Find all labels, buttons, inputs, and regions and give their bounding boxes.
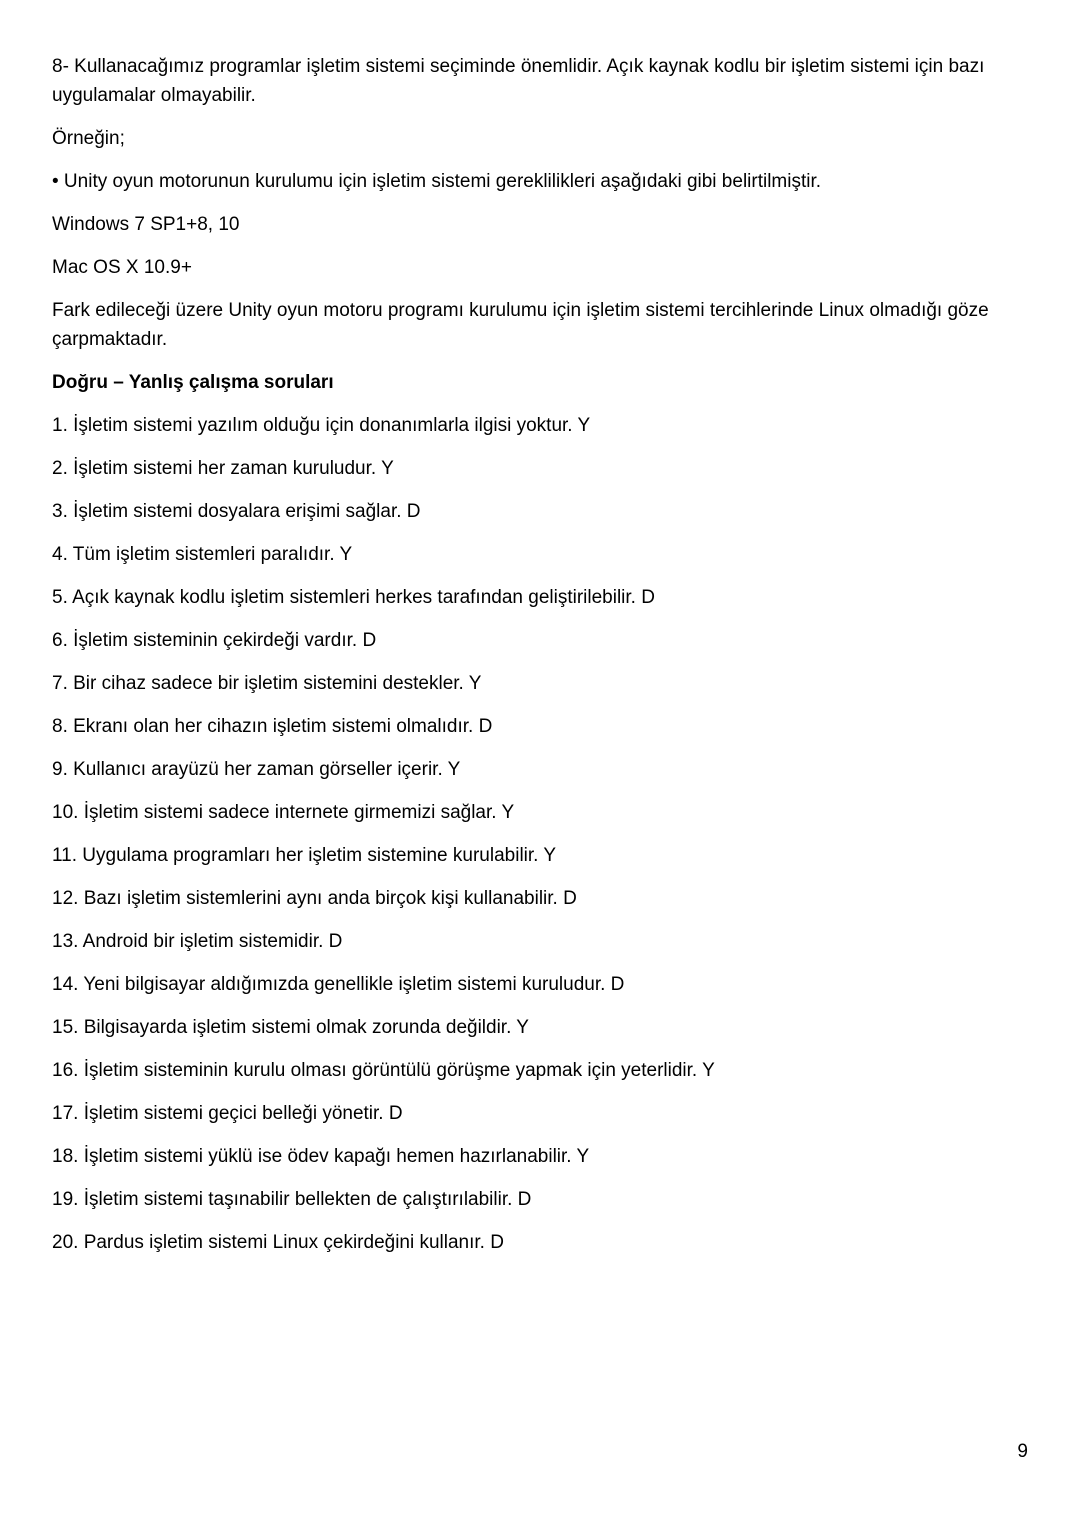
question-item: 9. Kullanıcı arayüzü her zaman görseller içerir. Y xyxy=(52,759,461,780)
question-item: 13. Android bir işletim sistemidir. D xyxy=(52,931,343,952)
question-item: 18. İşletim sistemi yüklü ise ödev kapağı hemen hazırlanabilir. Y xyxy=(52,1146,590,1167)
requirement-windows: Windows 7 SP1+8, 10 xyxy=(52,214,240,235)
question-item: 20. Pardus işletim sistemi Linux çekirdeğini kullanır. D xyxy=(52,1232,504,1253)
question-item: 3. İşletim sistemi dosyalara erişimi sağlar. D xyxy=(52,501,421,522)
requirement-mac: Mac OS X 10.9+ xyxy=(52,257,192,278)
bullet-item: • Unity oyun motorunun kurulumu için işletim sistemi gereklilikleri aşağıdaki gibi belirtilmiştir. xyxy=(52,171,822,192)
question-item: 14. Yeni bilgisayar aldığımızda genellikle işletim sistemi kuruludur. D xyxy=(52,974,625,995)
example-label: Örneğin; xyxy=(52,128,125,149)
question-item: 2. İşletim sistemi her zaman kuruludur. Y xyxy=(52,458,394,479)
question-item: 19. İşletim sistemi taşınabilir bellekten de çalıştırılabilir. D xyxy=(52,1189,532,1210)
section-title: Doğru – Yanlış çalışma soruları xyxy=(52,372,334,393)
intro-paragraph: 8- Kullanacağımız programlar işletim sistemi seçiminde önemlidir. Açık kaynak kodlu bir işletim sistemi için bazı uygulamalar olmayabilir. xyxy=(52,56,985,106)
document-page xyxy=(52,52,1012,1271)
question-item: 1. İşletim sistemi yazılım olduğu için donanımlarla ilgisi yoktur. Y xyxy=(52,415,591,436)
question-item: 16. İşletim sisteminin kurulu olması görüntülü görüşme yapmak için yeterlidir. Y xyxy=(52,1060,715,1081)
question-item: 4. Tüm işletim sistemleri paralıdır. Y xyxy=(52,544,353,565)
question-item: 7. Bir cihaz sadece bir işletim sistemini destekler. Y xyxy=(52,673,482,694)
question-item: 5. Açık kaynak kodlu işletim sistemleri herkes tarafından geliştirilebilir. D xyxy=(52,587,655,608)
page-number: 9 xyxy=(1017,1441,1028,1462)
question-list xyxy=(52,411,1012,1257)
conclusion-paragraph: Fark edileceği üzere Unity oyun motoru programı kurulumu için işletim sistemi tercihlerinde Linux olmadığı göze çarpmaktadır. xyxy=(52,300,989,350)
question-item: 12. Bazı işletim sistemlerini aynı anda birçok kişi kullanabilir. D xyxy=(52,888,577,909)
question-item: 15. Bilgisayarda işletim sistemi olmak zorunda değildir. Y xyxy=(52,1017,529,1038)
question-item: 11. Uygulama programları her işletim sistemine kurulabilir. Y xyxy=(52,845,557,866)
question-item: 8. Ekranı olan her cihazın işletim sistemi olmalıdır. D xyxy=(52,716,493,737)
question-item: 6. İşletim sisteminin çekirdeği vardır. D xyxy=(52,630,377,651)
question-item: 10. İşletim sistemi sadece internete girmemizi sağlar. Y xyxy=(52,802,515,823)
question-item: 17. İşletim sistemi geçici belleği yönetir. D xyxy=(52,1103,403,1124)
